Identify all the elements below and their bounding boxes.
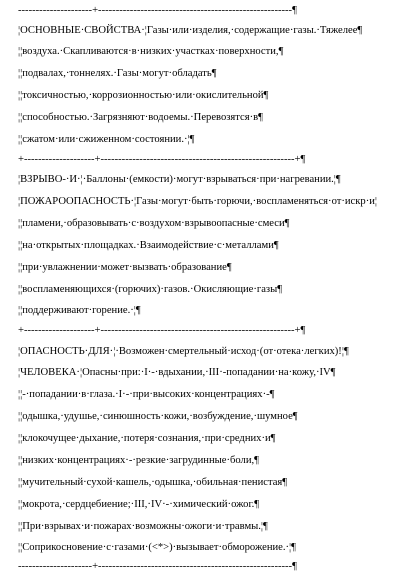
text-line: ¦¦одышка,·удушье,·синюшность·кожи,·возбуждение,·шумное¶ bbox=[18, 411, 298, 422]
text-line: ¦¦мокрота,·сердцебиение;·III,·IV·-·химический·ожог.¶ bbox=[18, 499, 260, 510]
text-line: ¦¦При·взрывах·и·пожарах·возможны·ожоги·и·травмы.¦¶ bbox=[18, 521, 268, 532]
text-line: ¦ПОЖАРООПАСНОСТЬ·¦Газы·могут·быть·горючи,·воспламеняться·от·искр·и¦ bbox=[18, 196, 378, 207]
table-top-border: ---------------------+-------------------------------------------------------¶ bbox=[18, 5, 297, 16]
text-line: ¦¦-·попадании·в·глаза.·I·-·при·высоких·концентрациях·-¶ bbox=[18, 389, 275, 400]
text-line: ¦¦воспламеняющихся·(горючих)·газов.·Окисляющие·газы¶ bbox=[18, 284, 283, 295]
text-line: ¦ЧЕЛОВЕКА·¦Опасны·при:·I·-·вдыхании,·III·-попадании·на·кожу,·IV¶ bbox=[18, 367, 336, 378]
table-row-separator: +--------------------+-------------------------------------------------------+¶ bbox=[18, 325, 306, 336]
text-line: ¦¦токсичностью,·коррозионностью·или·окислительной¶ bbox=[18, 90, 269, 101]
text-line: ¦¦поддерживают·горение.·¦¶ bbox=[18, 305, 141, 316]
text-line: ¦¦на·открытых·площадках.·Взаимодействие·с·металлами¶ bbox=[18, 240, 279, 251]
text-line: ¦¦подвалах,·тоннелях.·Газы·могут·обладать¶ bbox=[18, 68, 217, 79]
table-row-separator: +--------------------+-------------------------------------------------------+¶ bbox=[18, 154, 306, 165]
text-line: ¦¦сжатом·или·сжиженном·состоянии.·¦¶ bbox=[18, 134, 195, 145]
text-line: ¦ОСНОВНЫЕ·СВОЙСТВА·¦Газы·или·изделия,·содержащие·газы.·Тяжелее¶ bbox=[18, 25, 363, 36]
text-line: ¦ОПАСНОСТЬ·ДЛЯ·¦·Возможен·смертельный·исход·(от·отека·легких)!¦¶ bbox=[18, 346, 349, 357]
text-line: ¦¦пламени,·образовывать·с·воздухом·взрывоопасные·смеси¶ bbox=[18, 218, 290, 229]
text-line: ¦¦воздуха.·Скапливаются·в·низких·участках·поверхности,¶ bbox=[18, 46, 284, 57]
text-line: ¦¦низких·концентрациях·-·резкие·загрудинные·боли,¶ bbox=[18, 455, 259, 466]
text-line: ¦¦Соприкосновение·с·газами·(<*>)·вызывает·обморожение.·¦¶ bbox=[18, 542, 296, 553]
text-line: ¦¦способностью.·Загрязняют·водоемы.·Перевозятся·в¶ bbox=[18, 112, 263, 123]
text-line: ¦ВЗРЫВО-·И·¦·Баллоны·(емкости)·могут·взрываться·при·нагревании.¦¶ bbox=[18, 174, 341, 185]
text-line: ¦¦при·увлажнении·может·вызвать·образование¶ bbox=[18, 262, 232, 273]
text-line: ¦¦мучительный·сухой·кашель,·одышка,·обильная·пенистая¶ bbox=[18, 477, 288, 488]
text-line: ¦¦клокочущее·дыхание,·потеря·сознания,·при·средних·и¶ bbox=[18, 433, 276, 444]
table-bottom-border: ---------------------+-------------------------------------------------------¶ bbox=[18, 561, 297, 572]
